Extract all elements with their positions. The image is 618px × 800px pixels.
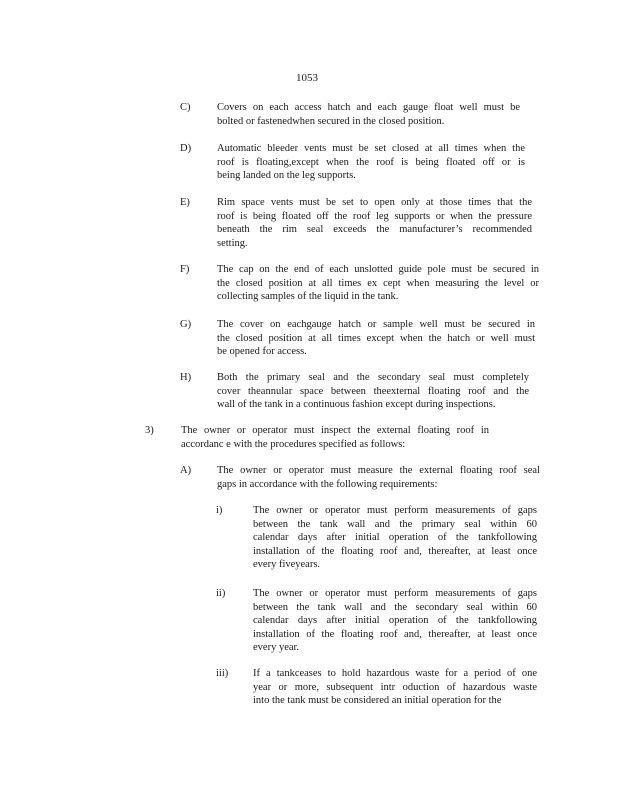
text-line: year or more, subsequent intr oduction of hazardous waste (253, 681, 537, 693)
text-line: The cap on the end of each unslotted guide pole must be secured in (217, 264, 539, 275)
text-line: Covers on each access hatch and each gauge float well must be (217, 102, 520, 113)
text-line: every year. (253, 642, 300, 654)
list-item-text (253, 667, 537, 708)
list-item-label: E) (180, 197, 190, 208)
text-line: the closed position at all times ex cept when measuring the level or (217, 277, 539, 289)
text-line: the closed position at all times except when the hatch or well must (217, 332, 535, 344)
list-item-text (217, 464, 540, 491)
list-item-text (181, 424, 489, 451)
list-item-label: C) (180, 102, 191, 113)
page-number: 1053 (296, 72, 318, 84)
text-line: be opened for access. (217, 346, 307, 358)
list-item-text (217, 263, 539, 304)
list-item-label: H) (180, 372, 192, 383)
list-item-label: G) (180, 319, 192, 330)
text-line: between the tank wall and the secondary seal within 60 (253, 601, 537, 613)
text-line: every fiveyears. (253, 559, 321, 571)
text-line: calendar days after initial operation of the tankfollowing (253, 532, 537, 544)
text-line: calendar days after initial operation of the tankfollowing (253, 615, 537, 627)
text-line: If a tankceases to hold hazardous waste for a period of one (253, 668, 537, 679)
text-line: roof is being floated off the roof leg supports or when the pressure (217, 210, 532, 222)
text-line: Both the primary seal and the secondary seal must completely (217, 372, 529, 383)
text-line: setting. (217, 237, 248, 249)
text-line: The owner or operator must inspect the external floating roof in (181, 425, 489, 436)
text-line: wall of the tank in a continuous fashion except during inspections. (217, 399, 496, 411)
list-item-text (217, 371, 529, 412)
text-line: The owner or operator must perform measurements of gaps (253, 505, 537, 516)
text-line: bolted or fastenedwhen secured in the closed position. (217, 115, 445, 127)
text-line: installation of the floating roof and, thereafter, at least once (253, 628, 537, 640)
list-item-label: i) (216, 505, 223, 516)
list-item-text (217, 101, 520, 128)
text-line: gaps in accordance with the following requirements: (217, 478, 438, 490)
list-item-label: iii) (216, 668, 229, 679)
text-line: accordanc e with the procedures specified as follows: (181, 438, 406, 450)
text-line: Rim space vents must be set to open only at those times that the (217, 197, 532, 208)
list-item-label: F) (180, 264, 190, 275)
text-line: collecting samples of the liquid in the tank. (217, 291, 399, 303)
list-item-text (217, 142, 525, 183)
list-item-text (217, 318, 535, 359)
text-line: The owner or operator must measure the external floating roof seal (217, 465, 540, 476)
list-item-label: ii) (216, 588, 226, 599)
text-line: cover theannular space between theexternal floating roof and the (217, 385, 529, 397)
list-item-label: 3) (145, 425, 154, 436)
text-line: Automatic bleeder vents must be set closed at all times when the (217, 143, 525, 154)
text-line: installation of the floating roof and, thereafter, at least once (253, 545, 537, 557)
text-line: roof is floating,except when the roof is being floated off or is (217, 156, 525, 168)
text-line: between the tank wall and the primary seal within 60 (253, 518, 537, 530)
list-item-text (253, 587, 537, 655)
list-item-label: D) (180, 143, 192, 154)
list-item-text (253, 504, 537, 572)
text-line: The cover on eachgauge hatch or sample well must be secured in (217, 319, 535, 330)
text-line: beneath the rim seal exceeds the manufacturer’s recommended (217, 224, 532, 236)
text-line: being landed on the leg supports. (217, 170, 356, 182)
text-line: into the tank must be considered an initial operation for the (253, 695, 502, 707)
list-item-text (217, 196, 532, 250)
list-item-label: A) (180, 465, 192, 476)
text-line: The owner or operator must perform measurements of gaps (253, 588, 537, 599)
